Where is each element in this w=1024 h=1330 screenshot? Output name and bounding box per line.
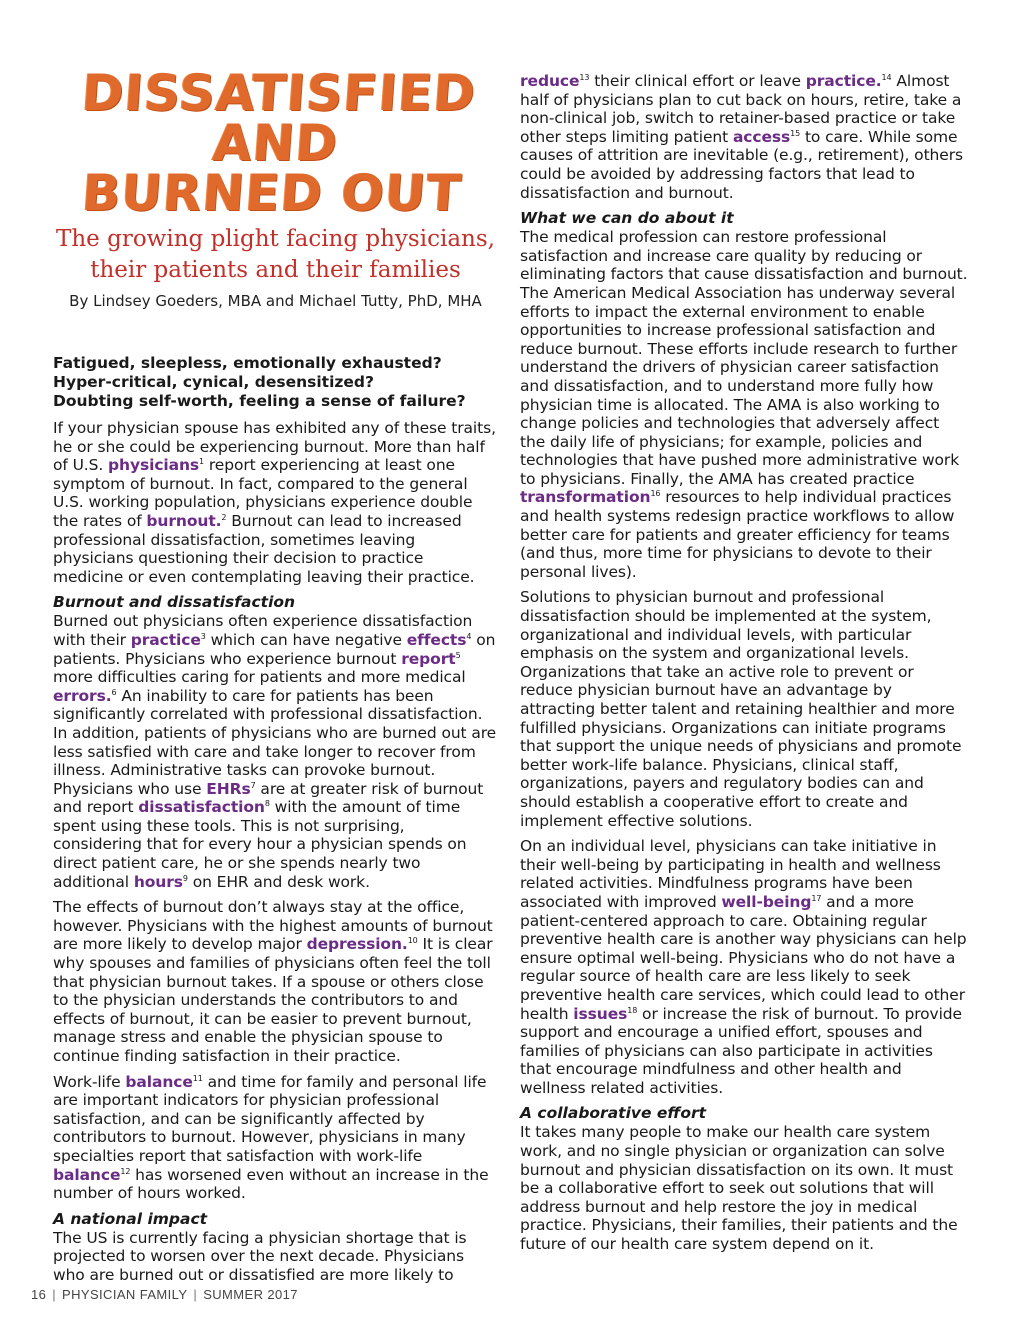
link-errors[interactable]: errors. xyxy=(53,686,112,705)
link-report[interactable]: report xyxy=(401,649,456,668)
link-balance-2[interactable]: balance xyxy=(53,1165,121,1184)
title-block xyxy=(53,64,498,310)
paragraph-intro: If your physician spouse has exhibited any of these traits, he or she could be experiencing burnout. More than half of U.S. physicians$^1$ report experiencing at least one symptom of burnout. In fact, compared to the general U.S. working population, physicians experience double the rates of burnout.$^2$ Burnout can lead to increased professional dissatisfaction, sometimes leaving physicians questioning their decision to practice medicine or even contemplating leaving their practice. xyxy=(53,419,496,586)
paragraph-attrition: reduce$^{13}$ their clinical effort or leave practice.$^{14}$ Almost half of physicians plan to cut back on hours, retire, take a non-clinical job, switch to retainer-based practice or take other steps limiting patient access$^{15}$ to care. While some causes of attrition are inevitable (e.g., retirement), others could be avoided by addressing factors that lead to dissatisfaction and burnout. xyxy=(520,72,963,202)
link-dissatisfaction[interactable]: dissatisfaction xyxy=(138,798,265,817)
subtitle-line-2: their patients and their families xyxy=(90,257,461,283)
paragraph-burnout: Burned out physicians often experience dissatisfaction with their practice$^3$ which can have negative effects$^4$ on patients. Physicians who experience burnout report$^5$ more difficulties caring for patients and more medical errors.$^6$ An inability to care for patients has been significantly correlated with professional dissatisfaction. In addition, patients of physicians who are burned out are less satisfied with care and take longer to recover from illness. Administrative tasks can provoke burnout. Physicians who use EHRs$^7$ are at greater risk of burnout and report dissatisfaction$^8$ with the amount of time spent using these tools. This is not surprising, considering that for every hour a physician spends on direct patient care, he or she spends nearly two additional hours$^9$ on EHR and desk work. xyxy=(53,612,497,891)
paragraph-individual: On an individual level, physicians can take initiative in their well-being by participating in health and wellness related activities. Mindfulness programs have been associated with improved well-being$^{17}$ and a more patient-centered approach to care. Obtaining regular preventive health care is another way physicians can help ensure optimal well-being. Physicians who do not have a regular source of health care are less likely to seek preventive health care services, which could lead to other health issues$^{18}$ or increase the risk of burnout. To provide support and encourage a unified effort, spouses and families of physicians can also participate in activities that encourage mindfulness and other health and wellness related activities. xyxy=(520,837,967,1097)
link-physicians[interactable]: physicians xyxy=(108,456,200,475)
byline: By Lindsey Goeders, MBA and Michael Tutty, PhD, MHA xyxy=(69,292,482,310)
link-depression[interactable]: depression. xyxy=(306,935,408,954)
title-line-2: BURNED OUT xyxy=(80,164,464,222)
link-balance-1[interactable]: balance xyxy=(125,1072,193,1091)
link-issues[interactable]: issues xyxy=(573,1004,628,1023)
article-subtitle xyxy=(53,224,498,286)
issue-date: SUMMER 2017 xyxy=(203,1287,298,1302)
title-line-1: DISSATISFIED AND xyxy=(80,64,478,172)
section-heading-collaborative: A collaborative effort xyxy=(520,1104,707,1123)
paragraph-work-life: Work-life balance$^{11}$ and time for family and personal life are important indicators for physician professional satisfaction, and can be significantly affected by contributors to burnout. However, physicians in many specialties report that satisfaction with work-life balance$^{12}$ has worsened even without an increase in the number of hours worked. xyxy=(53,1072,489,1203)
paragraph-ama: The medical profession can restore professional satisfaction and increase care quality by reducing or eliminating factors that cause dissatisfaction and burnout. The American Medical Association has underway several efforts to impact the external environment to enable opportunities to increase professional satisfaction and reduce burnout. These efforts include research to further understand the drivers of physician career satisfaction and dissatisfaction, and to understand more fully how physician time is allocated. The AMA is also working to change policies and technologies that adversely affect the daily life of physicians; for example, policies and technologies that have pushed more administrative work to physicians. Finally, the AMA has created practice transformation$^{16}$ resources to help individual practices and health systems redesign practice workflows to allow better care for patients and greater efficiency for teams (and thus, more time for physicians to devote to their personal lives). xyxy=(520,228,968,581)
paragraph-solutions: Solutions to physician burnout and professional dissatisfaction should be implemented at the system, organizational and individual levels, with particular emphasis on the system and organizational levels. Organizations that take an active role to prevent or reduce physician burnout have an advantage by attracting better talent and retaining healthier and more fulfilled physicians. Organizations can initiate programs that support the unique needs of physicians and promote better work-life balance. Physicians, clinical staff, organizations, payers and regulatory bodies can and should establish a cooperative effort to create and implement effective solutions. xyxy=(520,588,962,830)
link-burnout[interactable]: burnout. xyxy=(146,511,222,530)
article-title xyxy=(48,64,503,222)
link-hours[interactable]: hours xyxy=(133,872,183,891)
paragraph-effects: The effects of burnout don’t always stay at the office, however. Physicians with the highest amounts of burnout are more likely to develop major depression.$^{10}$ It is clear why spouses and families of physicians often feel the toll that physician burnout takes. If a spouse or others close to the physician understands the contributors to and effects of burnout, it can be easier to prevent burnout, manage stress and enable the physician spouse to continue finding satisfaction in their practice. xyxy=(53,898,493,1065)
link-effects[interactable]: effects xyxy=(406,630,467,649)
link-practice[interactable]: practice xyxy=(130,630,201,649)
section-heading-national: A national impact xyxy=(53,1209,208,1228)
right-column xyxy=(520,72,968,1261)
link-transformation[interactable]: transformation xyxy=(520,488,651,507)
link-ehrs[interactable]: EHRs xyxy=(206,779,251,798)
page-number: 16 xyxy=(31,1287,47,1302)
lead-line-3: Doubting self-worth, feeling a sense of failure? xyxy=(53,392,466,410)
lead-line-1: Fatigued, sleepless, emotionally exhausted? xyxy=(53,354,442,372)
link-well-being[interactable]: well-being xyxy=(721,892,812,911)
left-column xyxy=(53,64,498,1292)
lead-line-2: Hyper-critical, cynical, desensitized? xyxy=(53,373,375,391)
section-heading-burnout: Burnout and dissatisfaction xyxy=(53,593,296,612)
page-footer: 16 | PHYSICIAN FAMILY | SUMMER 2017 xyxy=(31,1287,298,1302)
section-heading-what: What we can do about it xyxy=(520,209,734,228)
publication-name: PHYSICIAN FAMILY xyxy=(62,1287,188,1302)
link-access[interactable]: access xyxy=(732,127,791,146)
paragraph-national: The US is currently facing a physician shortage that is projected to worsen over the next decade. Physicians who are burned out or dissatisfied are more likely to xyxy=(53,1228,467,1284)
paragraph-collaborative: It takes many people to make our health care system work, and no single physician or organization can solve burnout and physician dissatisfaction on its own. It must be a collaborative effort to seek out solutions that will address burnout and help restore the joy in medical practice. Physicians, their families, their patients and the future of our health care system depend on it. xyxy=(520,1123,958,1254)
lead-questions xyxy=(53,354,498,411)
link-reduce[interactable]: reduce xyxy=(520,72,580,90)
link-practice-2[interactable]: practice. xyxy=(805,72,882,90)
subtitle-line-1: The growing plight facing physicians, xyxy=(56,226,495,252)
